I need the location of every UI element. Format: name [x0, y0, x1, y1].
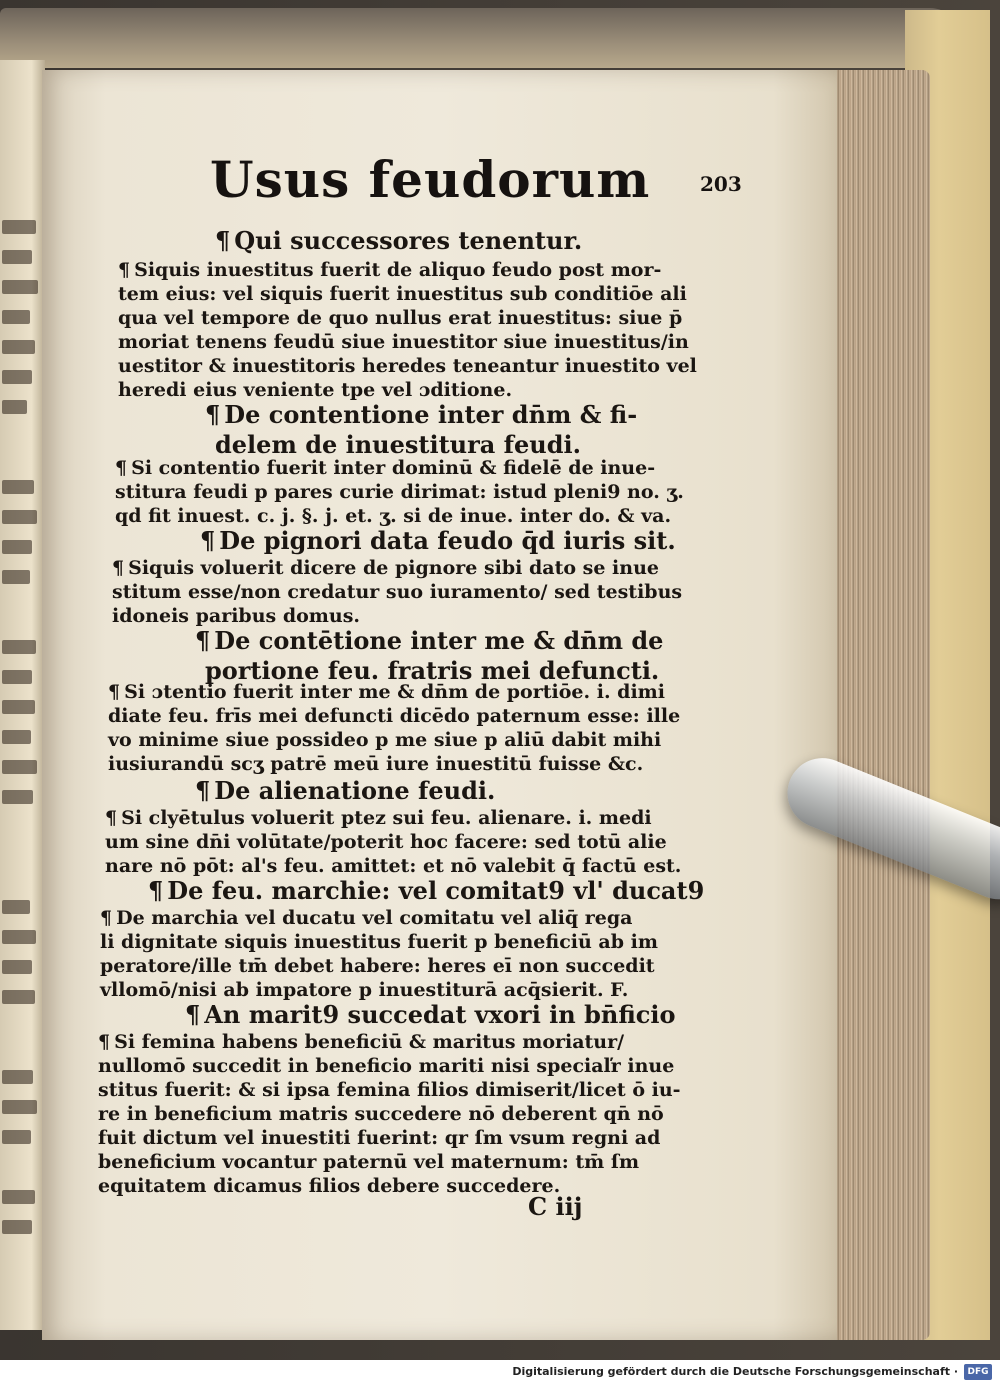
- left-page-text-fragment: [2, 1100, 37, 1114]
- section-body: [118, 258, 697, 402]
- text-line: equitatem dicamus filios debere succedere.: [98, 1175, 561, 1197]
- text-line: Si ɔtentio fuerit inter me & dn̄m de portiōe. i. dimi: [124, 681, 665, 703]
- pilcrow-icon: ¶: [195, 626, 211, 655]
- heading-line: De contētione inter me & dn̄m de: [214, 626, 664, 655]
- left-page-text-fragment: [2, 1220, 32, 1234]
- section-body: [98, 1030, 681, 1198]
- text-line: idoneis paribus domus.: [112, 605, 361, 627]
- text-line: stitum esse/non credatur suo iuramento/ sed testibus: [112, 581, 683, 603]
- left-page-text-fragment: [2, 220, 36, 234]
- running-head: Usus feudorum: [210, 150, 651, 209]
- pilcrow-icon: ¶: [98, 1031, 111, 1053]
- pilcrow-icon: ¶: [200, 526, 216, 555]
- heading-line: De contentione inter dn̄m & fi-: [224, 400, 638, 429]
- section-body: [105, 806, 681, 878]
- left-page-text-fragment: [2, 700, 35, 714]
- pilcrow-icon: ¶: [105, 807, 118, 829]
- left-page-text-fragment: [2, 900, 30, 914]
- left-page-text-fragment: [2, 280, 38, 294]
- text-line: nare nō pōt: al's feu. amittet: et nō valebit q̄ factū est.: [105, 855, 682, 877]
- pilcrow-icon: ¶: [195, 776, 211, 805]
- section-body: [100, 906, 658, 1002]
- pilcrow-icon: ¶: [215, 226, 231, 255]
- heading-line: delem de inuestitura feudi.: [215, 430, 581, 459]
- heading-line: De feu. marchie: vel comitat9 vl' ducat9: [167, 876, 705, 905]
- left-page-text-fragment: [2, 370, 32, 384]
- left-page-text-fragment: [2, 250, 32, 264]
- heading-line: De pignori data feudo q̄d iuris sit.: [219, 526, 676, 555]
- text-line: De marchia vel ducatu vel comitatu vel aliq̄ rega: [116, 907, 633, 929]
- footer-bar: [0, 1360, 1000, 1385]
- left-page-text-fragment: [2, 1070, 33, 1084]
- text-line: stitura feudi p pares curie dirimat: istud pleni9 no. ʒ.: [115, 481, 684, 503]
- left-page-text-fragment: [2, 510, 37, 524]
- text-line: vo minime siue possideo p me siue p aliū dabit mihi: [108, 729, 662, 751]
- left-page-text-fragment: [2, 990, 35, 1004]
- text-line: um sine dn̄i volūtate/poterit hoc facere: sed totū alie: [105, 831, 667, 853]
- section-heading: [205, 400, 637, 460]
- section-body: [112, 556, 682, 628]
- left-page-text-fragment: [2, 730, 31, 744]
- left-page-text-fragment: [2, 540, 32, 554]
- left-page-text-fragment: [2, 760, 37, 774]
- text-line: vllomō/nisi ab impatore p inuestiturā acq̄sierit. F.: [100, 979, 629, 1001]
- text-line: Si femina habens beneficiū & maritus moriatur/: [114, 1031, 625, 1053]
- text-line: re in beneficium matris succedere nō deberent qn̄ nō: [98, 1103, 664, 1125]
- left-page-text-fragment: [2, 670, 32, 684]
- section-heading: [215, 226, 582, 256]
- text-line: stitus fuerit: & si ipsa femina filios dimiserit/licet ō iu-: [98, 1079, 681, 1101]
- left-page-text-fragment: [2, 400, 27, 414]
- dfg-logo-icon: DFG: [964, 1364, 992, 1380]
- pilcrow-icon: ¶: [205, 400, 221, 429]
- left-page-text-fragment: [2, 480, 34, 494]
- pilcrow-icon: ¶: [185, 1000, 201, 1029]
- heading-line: De alienatione feudi.: [214, 776, 496, 805]
- previous-page-edge: [0, 60, 45, 1330]
- left-page-text-fragment: [2, 790, 33, 804]
- signature-mark: C iij: [528, 1192, 583, 1221]
- pilcrow-icon: ¶: [108, 681, 121, 703]
- text-line: peratore/ille tm̄ debet habere: heres eī non succedit: [100, 955, 655, 977]
- funding-credit: Digitalisierung gefördert durch die Deutsche Forschungsgemeinschaft ·: [512, 1365, 958, 1378]
- text-line: tem eius: vel siquis fuerit inuestitus sub conditiōe ali: [118, 283, 687, 305]
- pilcrow-icon: ¶: [118, 259, 131, 281]
- text-line: fuit dictum vel inuestiti fuerint: qr ſm vsum regni ad: [98, 1127, 661, 1149]
- page-stack-fore-edge: [830, 70, 930, 1340]
- heading-line: Qui successores tenentur.: [234, 226, 583, 255]
- heading-line: portione feu. fratris mei defuncti.: [205, 656, 660, 685]
- text-line: Si clyētulus voluerit ptez sui feu. alienare. i. medi: [121, 807, 652, 829]
- left-page-text-fragment: [2, 310, 30, 324]
- section-heading: [195, 776, 495, 806]
- text-line: uestitor & inuestitoris heredes teneantur inuestito vel: [118, 355, 697, 377]
- text-line: moriat tenens feudū siue inuestitor siue inuestitus/in: [118, 331, 689, 353]
- section-body: [115, 456, 684, 528]
- pilcrow-icon: ¶: [100, 907, 113, 929]
- section-heading: [200, 526, 676, 556]
- text-line: Siquis inuestitus fuerit de aliquo feudo post mor-: [134, 259, 662, 281]
- left-page-text-fragment: [2, 960, 32, 974]
- section-body: [108, 680, 680, 776]
- left-page-text-fragment: [2, 930, 36, 944]
- left-page-text-fragment: [2, 640, 36, 654]
- section-heading: [148, 876, 704, 906]
- book-cover-top: [0, 8, 960, 68]
- text-line: qd fit inuest. c. j. §. j. et. ʒ. si de inue. inter do. & va.: [115, 505, 672, 527]
- text-line: li dignitate siquis inuestitus fuerit p beneficiū ab im: [100, 931, 658, 953]
- text-line: heredi eius veniente tpe vel ɔditione.: [118, 379, 513, 401]
- left-page-text-fragment: [2, 1190, 35, 1204]
- text-line: iusiurandū scʒ patrē meū iure inuestitū fuisse &c.: [108, 753, 644, 775]
- text-line: qua vel tempore de quo nullus erat inuestitus: siue p̄: [118, 307, 683, 329]
- folio-number: 203: [700, 172, 742, 196]
- left-page-text-fragment: [2, 570, 30, 584]
- pilcrow-icon: ¶: [115, 457, 128, 479]
- section-heading: [195, 626, 663, 686]
- left-page-text-fragment: [2, 340, 35, 354]
- heading-line: An marit9 succedat vxori in bn̄ficio: [204, 1000, 676, 1029]
- left-page-text-fragment: [2, 1130, 31, 1144]
- text-line: nullomō succedit in beneficio mariti nisi speciaľr inue: [98, 1055, 675, 1077]
- text-line: beneficium vocantur paternū vel maternum: tm̄ ſm: [98, 1151, 640, 1173]
- pilcrow-icon: ¶: [112, 557, 125, 579]
- text-line: Siquis voluerit dicere de pignore sibi dato se inue: [128, 557, 659, 579]
- pilcrow-icon: ¶: [148, 876, 164, 905]
- text-line: diate feu. frīs mei defuncti dicēdo paternum esse: ille: [108, 705, 681, 727]
- text-line: Si contentio fuerit inter dominū & fidelē de inue-: [131, 457, 656, 479]
- section-heading: [185, 1000, 676, 1030]
